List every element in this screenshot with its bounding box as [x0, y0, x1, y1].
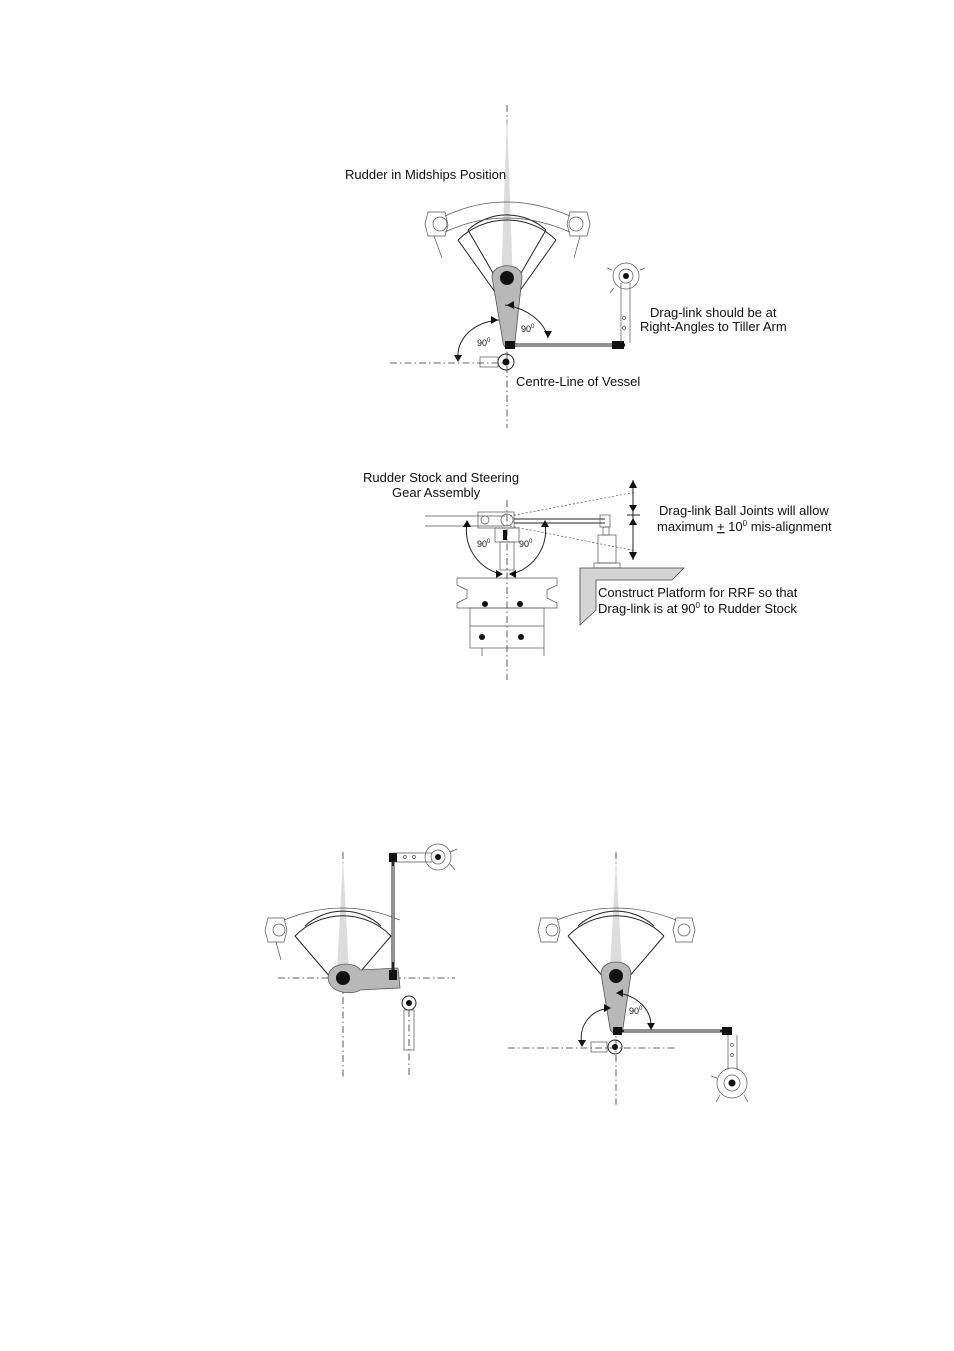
angle-label-2: $90^0$ — [477, 338, 491, 348]
diagram-lower-right — [508, 852, 748, 1105]
label-ball-joints-2: maximum + $10^0$ mis-alignment — [657, 519, 832, 534]
rudder-stock-hub — [500, 271, 514, 285]
diagram-elevation — [363, 470, 832, 680]
diagram-midships-plan — [345, 105, 787, 428]
angle-label-3: $90^0$ — [477, 539, 491, 549]
label-midships: Rudder in Midships Position — [345, 167, 507, 182]
label-centre-line: Centre-Line of Vessel — [516, 374, 641, 389]
angle-label-1: $90^0$ — [521, 324, 535, 334]
label-platform-2: Drag-link is at $90^0$ to Rudder Stock — [598, 601, 797, 616]
diagram-lower-left — [265, 844, 457, 1077]
ball-joint — [480, 357, 498, 367]
rrf-elevation — [598, 535, 616, 563]
angle-label-4: $90^0$ — [519, 539, 533, 549]
label-drag-link-1: Drag-link should be at — [650, 305, 777, 320]
angle-label-5: $90^0$ — [629, 1006, 643, 1016]
label-ball-joints-1: Drag-link Ball Joints will allow — [659, 503, 829, 518]
rrf-unit-4 — [711, 1035, 748, 1102]
label-drag-link-2: Right-Angles to Tiller Arm — [640, 319, 787, 334]
steering-quadrant-3 — [265, 908, 400, 978]
angle-arc-left-4 — [581, 1008, 610, 1045]
label-platform-1: Construct Platform for RRF so that — [598, 585, 798, 600]
label-rudder-stock-1: Rudder Stock and Steering — [363, 470, 520, 485]
misalignment-upper — [510, 492, 636, 516]
rrf-unit-3 — [393, 844, 457, 870]
rudder-projection — [501, 115, 513, 285]
label-rudder-stock-2: Gear Assembly — [392, 485, 481, 500]
